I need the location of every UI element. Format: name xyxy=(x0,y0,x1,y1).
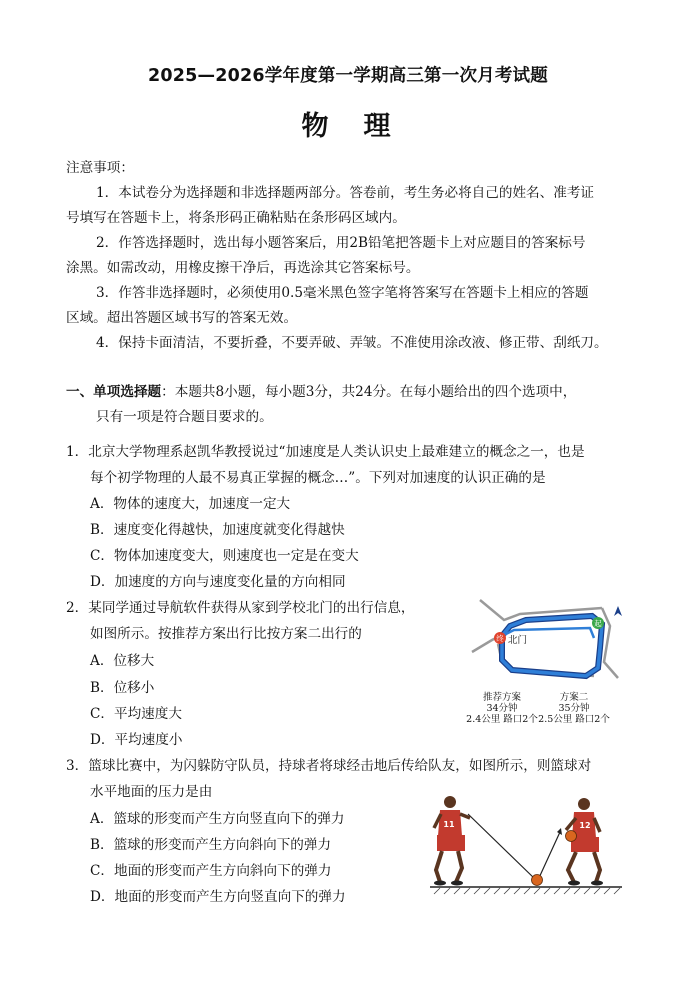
question-2-option-a: A．位移大 xyxy=(90,653,155,669)
player-2-number: 12 xyxy=(579,821,591,830)
exam-title: 2025—2026学年度第一学期高三第一次月考试题 xyxy=(148,66,548,86)
question-1-option-d: D．加速度的方向与速度变化量的方向相同 xyxy=(90,574,346,590)
basketball-in-hand-icon xyxy=(566,831,577,842)
start-marker-label: 起 xyxy=(594,619,602,628)
question-3-stem-2: 水平地面的压力是由 xyxy=(90,784,213,800)
section-description: ：本题共8小题，每小题3分，共24分。在每小题给出的四个选项中， xyxy=(161,384,577,400)
question-1-option-b: B．速度变化得越快，加速度就变化得越快 xyxy=(90,522,345,538)
place-label: 北门 xyxy=(508,635,528,646)
route-recommended-fill xyxy=(502,616,602,676)
notice-line: 号填写在答题卡上，将条形码正确粘贴在条形码区域内。 xyxy=(66,210,406,226)
plan2-detail: 2.5公里 路口2个 xyxy=(538,714,610,725)
question-1-option-c: C．物体加速度变大，则速度也一定是在变大 xyxy=(90,548,359,564)
question-2-option-c: C．平均速度大 xyxy=(90,706,182,722)
notice-line: 3．作答非选择题时，必须使用0.5毫米黑色签字笔将答案写在答题卡上相应的答题 xyxy=(96,285,589,301)
notice-line: 区域。超出答题区域书写的答案无效。 xyxy=(66,310,298,326)
player-1 xyxy=(434,796,470,886)
basketball-icon xyxy=(532,875,543,886)
question-1-option-a: A．物体的速度大，加速度一定大 xyxy=(90,496,291,512)
question-3-option-c: C．地面的形变而产生方向斜向下的弹力 xyxy=(90,863,332,879)
notice-line: 1．本试卷分为选择题和非选择题两部分。答卷前，考生务必将自己的姓名、准考证 xyxy=(96,185,595,201)
notice-line: 2．作答选择题时，选出每小题答案后，用2B铅笔把答题卡上对应题目的答案标号 xyxy=(96,235,586,251)
section-description-2: 只有一项是符合题目要求的。 xyxy=(96,409,273,425)
ground-hatching xyxy=(434,888,620,894)
basketball-figure xyxy=(428,790,624,900)
question-2-stem: 2．某同学通过导航软件获得从家到学校北门的出行信息， xyxy=(66,600,415,616)
player-2 xyxy=(566,798,604,886)
ball-path-down xyxy=(468,814,536,880)
notice-heading: 注意事项： xyxy=(66,160,134,176)
plan2-time: 35分钟 xyxy=(558,703,590,714)
map-road xyxy=(602,608,618,678)
plan1-detail: 2.4公里 路口2个 xyxy=(466,714,538,725)
north-arrow-icon xyxy=(614,606,622,616)
section-heading: 一、单项选择题 xyxy=(66,384,162,400)
question-3-stem: 3．篮球比赛中，为闪躲防守队员，持球者将球经击地后传给队友，如图所示，则篮球对 xyxy=(66,758,592,774)
question-3-option-a: A．篮球的形变而产生方向竖直向下的弹力 xyxy=(90,811,345,827)
plan2-name: 方案二 xyxy=(559,692,589,703)
question-2-option-b: B．位移小 xyxy=(90,680,155,696)
end-marker-label: 终 xyxy=(496,634,504,643)
ball-path-up xyxy=(538,832,560,880)
question-1-stem: 1．北京大学物理系赵凯华教授说过“加速度是人类认识史上最难建立的概念之一，也是 xyxy=(66,444,585,460)
section-heading-line xyxy=(66,386,576,400)
plan1-name: 推荐方案 xyxy=(482,692,522,703)
question-2-option-d: D．平均速度小 xyxy=(90,732,183,748)
question-3-option-b: B．篮球的形变而产生方向斜向下的弹力 xyxy=(90,837,332,853)
player-1-number: 11 xyxy=(443,820,455,829)
question-2-stem-2: 如图所示。按推荐方案出行比按方案二出行的 xyxy=(90,626,362,642)
question-1-stem-2: 每个初学物理的人最不易真正掌握的概念…”。下列对加速度的认识正确的是 xyxy=(90,470,546,486)
plan1-time: 34分钟 xyxy=(486,703,518,714)
question-3-option-d: D．地面的形变而产生方向竖直向下的弹力 xyxy=(90,889,346,905)
notice-line: 4．保持卡面清洁，不要折叠，不要弄破、弄皱。不准使用涂改液、修正带、刮纸刀。 xyxy=(96,335,608,351)
subject-title: 物 理 xyxy=(301,111,395,142)
navigation-map-figure xyxy=(462,590,632,730)
notice-line: 涂黑。如需改动，用橡皮擦干净后，再选涂其它答案标号。 xyxy=(66,260,420,276)
